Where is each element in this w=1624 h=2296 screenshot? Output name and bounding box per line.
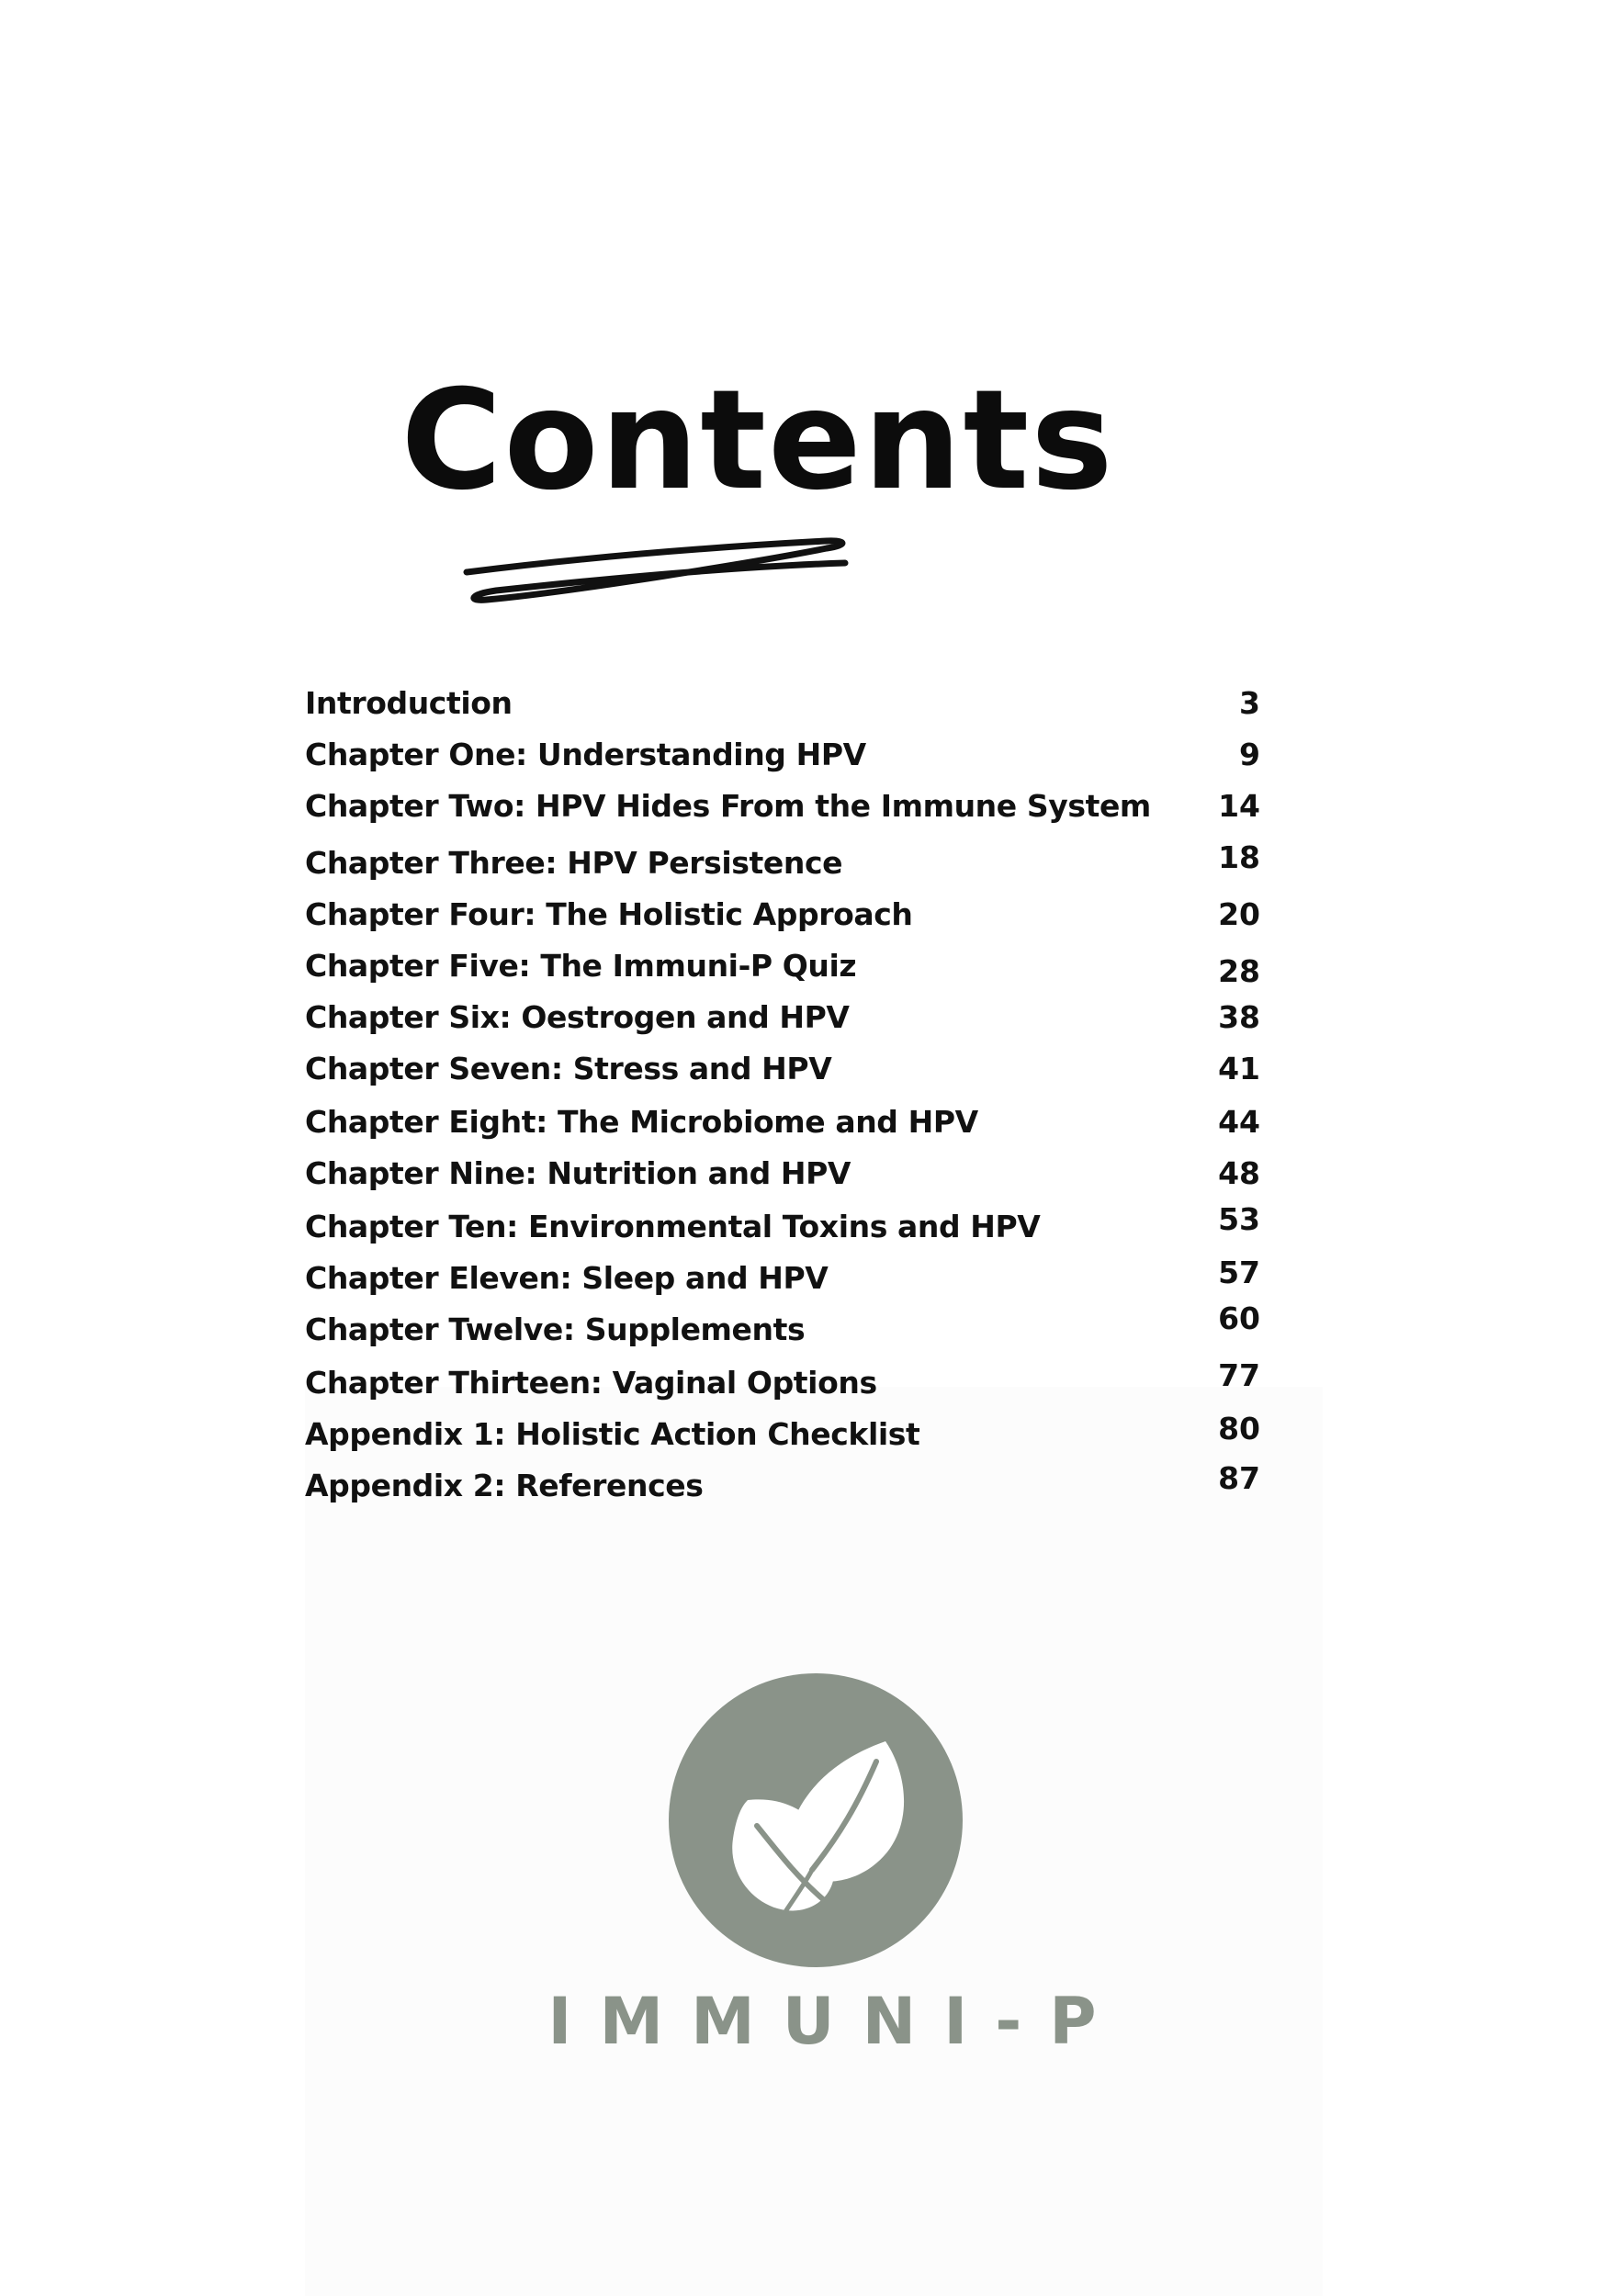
toc-entry-page: 77 [1218, 1357, 1260, 1393]
toc-row-appendix-two[interactable] [305, 1460, 1260, 1512]
toc-row-chapter-nine[interactable] [305, 1148, 1260, 1199]
toc-entry-page: 14 [1218, 788, 1260, 824]
toc-entry-page: 9 [1239, 737, 1260, 772]
toc-entry-title: Chapter Two: HPV Hides From the Immune System [305, 788, 1151, 824]
toc-entry-title: Chapter Eight: The Microbiome and HPV [305, 1104, 978, 1140]
toc-entry-title: Chapter Eleven: Sleep and HPV [305, 1260, 829, 1296]
toc-entry-title: Chapter Five: The Immuni-P Quiz [305, 948, 857, 984]
toc-row-chapter-ten[interactable] [305, 1201, 1260, 1253]
toc-row-chapter-four[interactable] [305, 889, 1260, 940]
toc-entry-title: Chapter Thirteen: Vaginal Options [305, 1365, 877, 1401]
toc-entry-page: 87 [1218, 1460, 1260, 1496]
toc-entry-page: 18 [1218, 839, 1260, 875]
toc-entry-page: 41 [1218, 1051, 1260, 1086]
toc-entry-title: Chapter Nine: Nutrition and HPV [305, 1155, 851, 1191]
toc-row-chapter-three[interactable] [305, 834, 1260, 885]
toc-row-chapter-twelve[interactable] [305, 1300, 1260, 1356]
toc-row-chapter-five[interactable] [305, 940, 1260, 992]
toc-row-chapter-thirteen[interactable] [305, 1357, 1260, 1409]
toc-row-appendix-one[interactable] [305, 1409, 1260, 1460]
toc-entry-page: 3 [1239, 685, 1260, 721]
toc-entry-title: Chapter Three: HPV Persistence [305, 845, 843, 881]
brand-wordmark: IMMUNI-P [547, 1984, 1124, 2059]
toc-entry-title: Chapter Four: The Holistic Approach [305, 896, 913, 932]
toc-entry-page: 38 [1218, 999, 1260, 1035]
leaf-icon [669, 1673, 963, 1967]
toc-entry-title: Chapter One: Understanding HPV [305, 737, 866, 772]
toc-entry-title: Introduction [305, 685, 513, 721]
toc-row-chapter-eight[interactable] [305, 1097, 1260, 1148]
toc-entry-title: Chapter Seven: Stress and HPV [305, 1051, 832, 1086]
toc-entry-title: Chapter Twelve: Supplements [305, 1311, 806, 1347]
toc-row-introduction[interactable] [305, 678, 1260, 729]
toc-row-chapter-two[interactable] [305, 781, 1260, 832]
toc-entry-title: Chapter Six: Oestrogen and HPV [305, 999, 850, 1035]
toc-entry-title: Appendix 2: References [305, 1468, 704, 1503]
toc-entry-page: 53 [1218, 1201, 1260, 1237]
toc-row-chapter-eleven[interactable] [305, 1253, 1260, 1304]
toc-entry-page: 60 [1218, 1300, 1260, 1336]
title-underline-squiggle [459, 528, 863, 620]
toc-row-chapter-one[interactable] [305, 729, 1260, 781]
toc-row-chapter-six[interactable] [305, 992, 1260, 1043]
toc-row-chapter-seven[interactable] [305, 1043, 1260, 1095]
toc-entry-page: 57 [1218, 1255, 1260, 1290]
toc-entry-title: Appendix 1: Holistic Action Checklist [305, 1416, 920, 1452]
toc-entry-page: 20 [1218, 896, 1260, 932]
toc-entry-page: 80 [1218, 1411, 1260, 1446]
toc-entry-page: 48 [1218, 1155, 1260, 1191]
toc-entry-page: 44 [1218, 1104, 1260, 1140]
toc-entry-title: Chapter Ten: Environmental Toxins and HPV [305, 1209, 1041, 1244]
page-title: Contents [400, 361, 1115, 521]
toc-entry-page: 28 [1218, 953, 1260, 989]
